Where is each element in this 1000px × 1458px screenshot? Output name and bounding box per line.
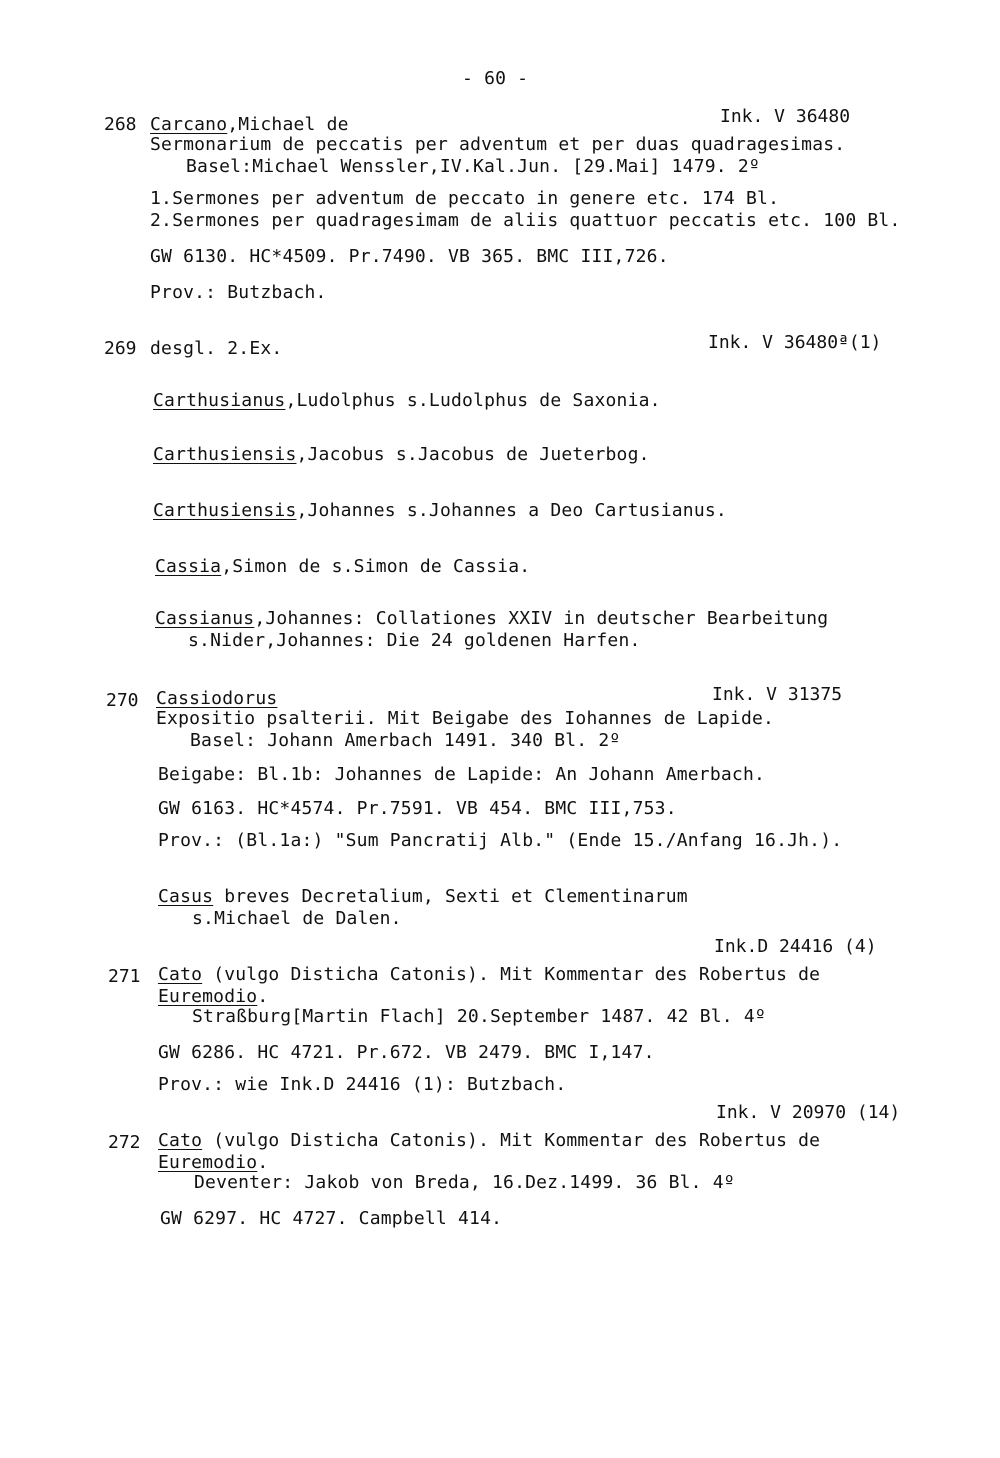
entry-prov-268: Prov.: Butzbach. — [150, 282, 327, 303]
entry-title-272 — [158, 1152, 268, 1174]
cross-ref-casus — [158, 886, 688, 908]
entry-title-270: Expositio psalterii. Mit Beigabe des Iohannes de Lapide. — [156, 708, 775, 729]
entry-refs-271: GW 6286. HC 4721. Pr.672. VB 2479. BMC I,147. — [158, 1042, 655, 1063]
cross-ref-2 — [153, 444, 650, 466]
shelfmark-268: Ink. V 36480 — [720, 106, 851, 127]
commentator-rest-271: . — [257, 986, 269, 1007]
entry-imprint-271: Straßburg[Martin Flach] 20.September 1487. 42 Bl. 4º — [192, 1006, 766, 1027]
entry-heading-272 — [158, 1130, 820, 1152]
author-name-270: Cassiodorus — [156, 688, 278, 709]
entry-refs-270: GW 6163. HC*4574. Pr.7591. VB 454. BMC III,753. — [158, 798, 677, 819]
entry-heading-268 — [150, 114, 349, 136]
cross-ref-5-head: Cassianus — [155, 608, 255, 629]
cross-ref-3-head: Carthusiensis — [153, 500, 297, 521]
author-rest-271: (vulgo Disticha Catonis). Mit Kommentar des Robertus de — [202, 964, 821, 985]
entry-content-270: Beigabe: Bl.1b: Johannes de Lapide: An Johann Amerbach. — [158, 764, 766, 785]
entry-number-271: 271 — [108, 966, 141, 987]
page-number: - 60 - — [462, 68, 529, 89]
entry-title-268: Sermonarium de peccatis per adventum et per duas quadragesimas. — [150, 134, 846, 155]
entry-number-269: 269 — [104, 338, 137, 359]
commentator-272: Euremodio — [158, 1152, 258, 1173]
entry-content-268-1: 1.Sermones per adventum de peccato in genere etc. 174 Bl. — [150, 188, 780, 209]
entry-imprint-268: Basel:Michael Wenssler,IV.Kal.Jun. [29.Mai] 1479. 2º — [186, 156, 760, 177]
entry-text-269: desgl. 2.Ex. — [150, 338, 283, 359]
cross-ref-5-cont: s.Nider,Johannes: Die 24 goldenen Harfen. — [188, 630, 641, 651]
cross-ref-3 — [153, 500, 727, 522]
shelfmark-269: Ink. V 36480ª(1) — [708, 332, 882, 353]
entry-number-272: 272 — [108, 1132, 141, 1153]
cross-ref-2-head: Carthusiensis — [153, 444, 297, 465]
commentator-271: Euremodio — [158, 986, 258, 1007]
author-name: Carcano — [150, 114, 228, 135]
shelfmark-272: Ink. V 20970 (14) — [716, 1102, 901, 1123]
shelfmark-270: Ink. V 31375 — [712, 684, 843, 705]
entry-imprint-272: Deventer: Jakob von Breda, 16.Dez.1499. 36 Bl. 4º — [194, 1172, 735, 1193]
entry-refs-268: GW 6130. HC*4509. Pr.7490. VB 365. BMC III,726. — [150, 246, 669, 267]
entry-prov-270: Prov.: (Bl.1a:) "Sum Pancratij Alb." (Ende 15./Anfang 16.Jh.). — [158, 830, 843, 851]
cross-ref-5 — [155, 608, 828, 630]
cross-ref-casus-cont: s.Michael de Dalen. — [192, 908, 402, 929]
entry-content-268-2: 2.Sermones per quadragesimam de aliis quattuor peccatis etc. 100 Bl. — [150, 210, 901, 231]
author-rest: ,Michael de — [227, 114, 349, 135]
author-name-271: Cato — [158, 964, 203, 985]
cross-ref-2-rest: ,Jacobus s.Jacobus de Jueterbog. — [296, 444, 650, 465]
commentator-rest-272: . — [257, 1152, 269, 1173]
cross-ref-3-rest: ,Johannes s.Johannes a Deo Cartusianus. — [296, 500, 727, 521]
cross-ref-4-rest: ,Simon de s.Simon de Cassia. — [221, 556, 531, 577]
entry-heading-270 — [156, 688, 277, 710]
cross-ref-4 — [155, 556, 530, 578]
cross-ref-casus-head: Casus — [158, 886, 214, 907]
entry-number-270: 270 — [106, 690, 139, 711]
cross-ref-1-head: Carthusianus — [153, 390, 286, 411]
author-name-272: Cato — [158, 1130, 203, 1151]
shelfmark-271: Ink.D 24416 (4) — [714, 936, 877, 957]
cross-ref-1 — [153, 390, 661, 412]
cross-ref-casus-rest: breves Decretalium, Sexti et Clementinarum — [213, 886, 688, 907]
entry-refs-272: GW 6297. HC 4727. Campbell 414. — [160, 1208, 503, 1229]
entry-number-268: 268 — [104, 114, 137, 135]
entry-imprint-270: Basel: Johann Amerbach 1491. 340 Bl. 2º — [190, 730, 621, 751]
entry-title-271 — [158, 986, 268, 1008]
cross-ref-5-rest: ,Johannes: Collationes XXIV in deutscher Bearbeitung — [254, 608, 829, 629]
cross-ref-4-head: Cassia — [155, 556, 222, 577]
entry-heading-271 — [158, 964, 820, 986]
cross-ref-1-rest: ,Ludolphus s.Ludolphus de Saxonia. — [285, 390, 661, 411]
author-rest-272: (vulgo Disticha Catonis). Mit Kommentar des Robertus de — [202, 1130, 821, 1151]
entry-prov-271: Prov.: wie Ink.D 24416 (1): Butzbach. — [158, 1074, 567, 1095]
